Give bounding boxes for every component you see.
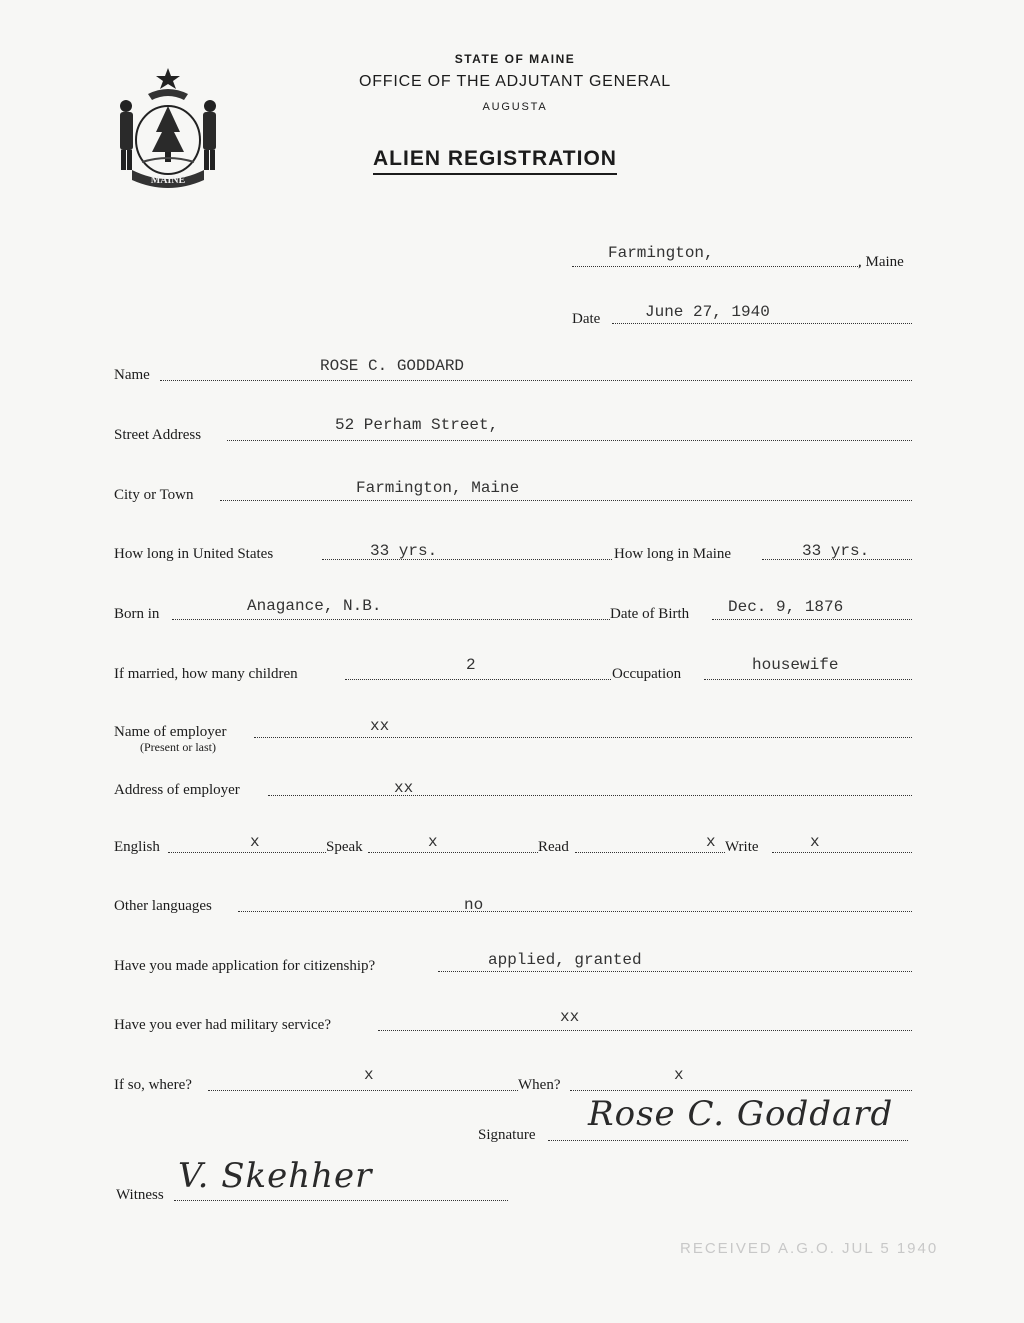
employer-address-value: xx [394, 779, 414, 797]
us-years-value: 33 yrs. [370, 542, 438, 560]
date-line [612, 323, 912, 324]
street-value: 52 Perham Street, [335, 416, 499, 434]
english-label: English [114, 839, 160, 855]
children-label: If married, how many children [114, 666, 298, 682]
citizenship-line [438, 971, 912, 972]
place-line [572, 266, 860, 267]
born-in-label: Born in [114, 606, 160, 622]
when-value: x [674, 1066, 684, 1084]
english-line [168, 852, 326, 853]
name-value: ROSE C. GODDARD [320, 357, 465, 375]
witness-value: V. Skehher [178, 1156, 373, 1196]
header-city: AUGUSTA [482, 101, 548, 113]
received-stamp: RECEIVED A.G.O. JUL 5 1940 [680, 1240, 939, 1257]
witness-label: Witness [116, 1187, 164, 1203]
english-value: x [250, 833, 260, 851]
children-line [345, 679, 611, 680]
place-value: Farmington, [608, 244, 714, 262]
street-label: Street Address [114, 427, 202, 443]
when-line [570, 1090, 912, 1091]
where-label: If so, where? [114, 1077, 192, 1093]
read-value: x [706, 833, 716, 851]
name-line [160, 380, 912, 381]
other-languages-label: Other languages [114, 898, 212, 914]
other-languages-line [238, 911, 912, 912]
us-years-label: How long in United States [114, 546, 274, 562]
header-office: OFFICE OF THE ADJUTANT GENERAL [358, 73, 672, 90]
dob-value: Dec. 9, 1876 [728, 598, 844, 616]
occupation-line [704, 679, 912, 680]
dob-line [712, 619, 912, 620]
maine-years-value: 33 yrs. [802, 542, 870, 560]
form-title: ALIEN REGISTRATION [373, 147, 617, 175]
employer-line [254, 737, 912, 738]
citizenship-value: applied, granted [488, 951, 642, 969]
us-years-line [322, 559, 612, 560]
signature-label: Signature [478, 1127, 536, 1143]
maine-years-label: How long in Maine [614, 546, 732, 562]
name-label: Name [114, 367, 150, 383]
date-label: Date [572, 311, 601, 327]
read-label: Read [538, 839, 569, 855]
write-label: Write [725, 839, 759, 855]
signature-value: Rose C. Goddard [588, 1094, 894, 1134]
dob-label: Date of Birth [610, 606, 690, 622]
maine-seal-icon [112, 62, 224, 192]
born-in-line [172, 619, 610, 620]
military-value: xx [560, 1008, 580, 1026]
speak-line [368, 852, 538, 853]
header-state: STATE OF MAINE [454, 52, 576, 66]
where-line [208, 1090, 518, 1091]
city-label: City or Town [114, 487, 194, 503]
place-suffix: , Maine [858, 254, 904, 270]
speak-label: Speak [326, 839, 363, 855]
employer-value: xx [370, 717, 390, 735]
witness-line [174, 1200, 508, 1201]
military-label: Have you ever had military service? [114, 1017, 331, 1033]
occupation-value: housewife [752, 656, 839, 674]
children-value: 2 [466, 656, 476, 674]
write-line [772, 852, 912, 853]
read-line [575, 852, 725, 853]
military-line [378, 1030, 912, 1031]
city-line [220, 500, 912, 501]
when-label: When? [518, 1077, 561, 1093]
employer-label: Name of employer [114, 724, 227, 740]
city-value: Farmington, Maine [356, 479, 520, 497]
signature-line [548, 1140, 908, 1141]
born-in-value: Anagance, N.B. [247, 597, 382, 615]
write-value: x [810, 833, 820, 851]
citizenship-label: Have you made application for citizenship? [114, 958, 376, 974]
employer-address-label: Address of employer [114, 782, 240, 798]
speak-value: x [428, 833, 438, 851]
street-line [227, 440, 912, 441]
occupation-label: Occupation [612, 666, 682, 682]
date-value: June 27, 1940 [645, 303, 770, 321]
other-languages-value: no [464, 896, 484, 914]
employer-address-line [268, 795, 912, 796]
employer-sublabel: (Present or last) [140, 740, 216, 754]
svg-text:MAINE: MAINE [150, 175, 186, 186]
where-value: x [364, 1066, 374, 1084]
